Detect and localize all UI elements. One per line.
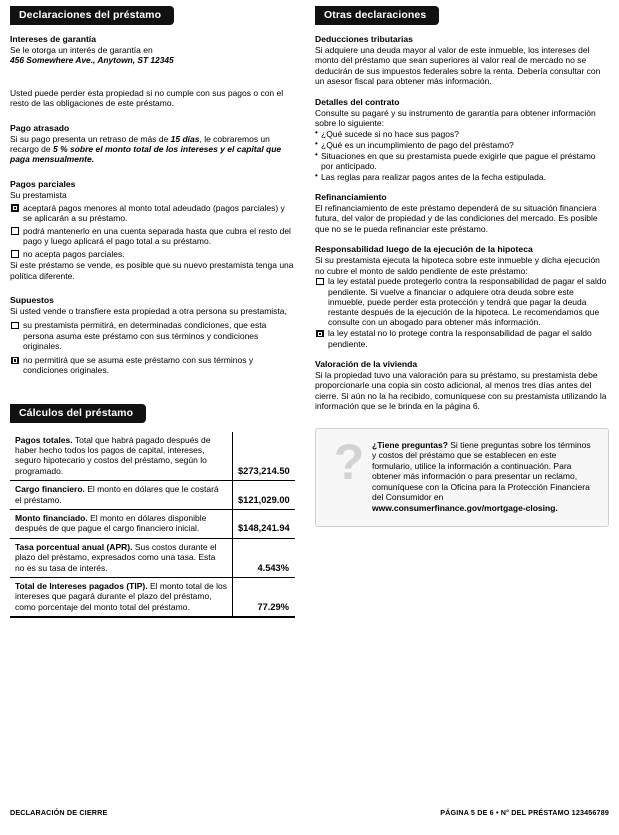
heading-pago-atrasado: Pago atrasado: [10, 122, 70, 133]
checkbox-row-assume-not-allowed[interactable]: [10, 355, 295, 375]
section-title-loan-calculations: Cálculos del préstamo: [10, 404, 146, 423]
question-mark-icon: ?: [333, 433, 365, 490]
table-row: [10, 432, 295, 481]
calc-description: Total que habrá pagado después de haber hecho todos los pagos de capital, intereses, seguro hipotecario y costos del préstamo, según lo programado.: [15, 435, 211, 476]
text-pagos-parciales-footnote: Si este préstamo se vende, es posible que su nuevo prestamista tenga una política diferente.: [10, 260, 294, 281]
spacer: [315, 234, 609, 244]
checkbox-checked-icon[interactable]: [11, 357, 19, 365]
checkbox-unchecked-icon[interactable]: [316, 278, 324, 286]
section-title-other-disclosures: Otras declaraciones: [315, 6, 439, 25]
page-footer: [10, 808, 609, 817]
text-pago-atrasado-rate: 5 % sobre el monto total de los intereses y el capital que paga mensualmente.: [10, 144, 282, 165]
checkbox-label: aceptará pagos menores al monto total adeudado (pagos parciales) y se aplicarán a su préstamo.: [23, 202, 285, 223]
block-valoracion-vivienda: [315, 359, 609, 412]
block-pago-atrasado: [10, 123, 295, 165]
heading-refinanciamiento: Refinanciamiento: [315, 191, 387, 202]
text-pago-atrasado-pre: Si su pago presenta un retraso de más de: [10, 133, 171, 144]
checkbox-row-partial-reject[interactable]: [10, 249, 295, 259]
list-item: • Las reglas para realizar pagos antes de la fecha estipulada.: [315, 172, 609, 182]
table-cell-description: [10, 432, 233, 481]
section-header-loan-calculations: [10, 404, 295, 423]
questions-callout-text: [372, 440, 596, 514]
text-security-address: 456 Somewhere Ave., Anytown, ST 12345: [10, 55, 174, 66]
table-row: [10, 538, 295, 577]
table-cell-description: [10, 509, 233, 538]
heading-responsabilidad: Responsabilidad luego de la ejecución de la hipoteca: [315, 244, 533, 255]
footer-right-label: PÁGINA 5 DE 6 • N° DEL PRÉSTAMO 123456789: [440, 808, 609, 817]
checkbox-row-partial-hold[interactable]: [10, 226, 295, 246]
right-column: [305, 0, 619, 618]
table-row: [10, 480, 295, 509]
loan-calculations-table: [10, 432, 295, 618]
checkbox-row-assume-allowed[interactable]: [10, 320, 295, 351]
spacer: [10, 109, 295, 123]
heading-valoracion: Valoración de la vivienda: [315, 358, 418, 369]
checkbox-label: la ley estatal puede protegerlo contra la responsabilidad de pagar el saldo pendiente. Si vuelve a financiar o adquiere otra deuda sobre este inmueble, puede perder esta protección y tendrá que pagar la deuda restante después de la ejecución de la hipoteca. Le recomendamos que consulte con un abogado para obtener más información.: [328, 276, 607, 328]
heading-pagos-parciales: Pagos parciales: [10, 178, 76, 189]
checkbox-label: la ley estatal no lo protege contra la responsabilidad de pagar el saldo pendiente.: [328, 328, 592, 349]
spacer: [10, 281, 295, 295]
table-cell-description: [10, 577, 233, 617]
block-responsabilidad: [315, 244, 609, 349]
text-pago-atrasado-days: 15 días: [170, 133, 200, 144]
questions-callout-body: Si tiene preguntas sobre los términos y costos del préstamo que se establecen en este formulario, utilice la información a continuación. Para obtener más información o para presentar un reclamo, comuníquese con la Oficina para la Protección Financiera del Consumidor en: [372, 439, 591, 503]
text-responsabilidad-intro: Si su prestamista ejecuta la hipoteca sobre este inmueble y dicha ejecución no cubre el monto de saldo pendiente de este préstamo:: [315, 255, 600, 276]
text-pago-atrasado: [10, 134, 295, 165]
spacer: [10, 165, 295, 179]
calc-description: El monto total de los intereses que pagará durante el plazo del préstamo, como porcentaje del monto total del préstamo.: [15, 581, 227, 612]
calc-description: El monto en dólares que le costará el préstamo.: [15, 484, 219, 505]
heading-detalles: Detalles del contrato: [315, 96, 400, 107]
calc-description: Sus costos durante el plazo del préstamo, expresados como una tasa. Esta no es su tasa de interés.: [15, 542, 217, 573]
calc-label: Tasa porcentual anual (APR).: [15, 542, 133, 553]
checkbox-label: podrá mantenerlo en una cuenta separada hasta que cubra el resto del pago y luego aplicará el pago total a su préstamo.: [23, 225, 291, 246]
checkbox-row-state-law-protects[interactable]: [315, 276, 609, 327]
heading-interes-garantia: Intereses de garantía: [10, 34, 96, 44]
checkbox-label: no permitirá que se asuma este préstamo con sus términos y condiciones originales.: [23, 355, 254, 376]
footer-left-label: DECLARACIÓN DE CIERRE: [10, 808, 108, 817]
table-row: [10, 509, 295, 538]
calc-label: Monto financiado.: [15, 513, 88, 524]
calc-label: Total de Intereses pagados (TIP).: [15, 581, 148, 592]
checkbox-unchecked-icon[interactable]: [11, 227, 19, 235]
section-header-other-disclosures: [315, 6, 609, 25]
spacer: [315, 87, 609, 97]
loan-calculations-body: [10, 432, 295, 617]
block-interes-garantia: [10, 34, 295, 109]
checkbox-row-partial-accept[interactable]: [10, 203, 295, 223]
table-cell-value: $148,241.94: [233, 509, 296, 538]
detalles-bullet-list: [315, 129, 609, 182]
table-cell-value: $273,214.50: [233, 432, 296, 481]
calc-description: El monto en dólares disponible después de que pague el cargo financiero inicial.: [15, 513, 207, 534]
list-item: • ¿Qué sucede si no hace sus pagos?: [315, 129, 609, 139]
table-cell-value: 77.29%: [233, 577, 296, 617]
questions-callout-box: [315, 428, 609, 527]
block-supuestos: [10, 295, 295, 375]
table-cell-description: [10, 480, 233, 509]
cfpb-url-link[interactable]: www.consumerfinance.gov/mortgage-closing.: [372, 503, 558, 514]
text-deducciones: Si adquiere una deuda mayor al valor de este inmueble, los intereses del monto del préstamo que sean superiores al valor real de mercado no se deducirán de sus impuestos federales sobre la renta. Debería consultar con un asesor fiscal para obtener más información.: [315, 45, 601, 87]
text-refinanciamiento: El refinanciamiento de este préstamo dependerá de su situación financiera futura, del valor de propiedad y de las condiciones del mercado. Es posible que no se le pueda refinanciar este préstamo.: [315, 202, 598, 234]
checkbox-label: no acepta pagos parciales.: [23, 248, 125, 259]
text-detalles-intro: Consulte su pagaré y su instrumento de garantía para obtener información sobre lo siguiente:: [315, 107, 596, 129]
spacer: [315, 182, 609, 192]
spacer: [315, 349, 609, 359]
questions-callout-lead: ¿Tiene preguntas?: [372, 439, 448, 450]
block-deducciones-tributarias: [315, 34, 609, 87]
table-cell-description: [10, 538, 233, 577]
text-interes-garantia-line1: Se le otorga un interés de garantía en: [10, 45, 153, 55]
section-title-loan-disclosures: Declaraciones del préstamo: [10, 6, 174, 25]
section-header-loan-disclosures: [10, 6, 295, 25]
checkbox-label: su prestamista permitirá, en determinadas condiciones, que esta persona asuma este préstamo con sus términos y condiciones originales.: [23, 320, 267, 351]
checkbox-checked-icon[interactable]: [11, 204, 19, 212]
table-row: [10, 577, 295, 617]
text-pagos-parciales-sub: Su prestamista: [10, 189, 67, 200]
list-item: • ¿Qué es un incumplimiento de pago del préstamo?: [315, 140, 609, 150]
text-supuestos-intro: Si usted vende o transfiere esta propiedad a otra persona su prestamista,: [10, 306, 287, 317]
table-cell-value: 4.543%: [233, 538, 296, 577]
text-interes-garantia-note: Usted puede perder esta propiedad si no cumple con sus pagos o con el resto de las obligaciones de este préstamo.: [10, 87, 284, 109]
checkbox-unchecked-icon[interactable]: [11, 250, 19, 258]
block-pagos-parciales: [10, 179, 295, 281]
text-valoracion: Si la propiedad tuvo una valoración para su préstamo, su prestamista debe proporcionarle una copia sin costo adicional, al menos tres días antes del cierre. Si aún no la ha recibido, comuníquese con su prestamista utilizando la información que se le brinda en la página 6.: [315, 369, 607, 412]
left-column: [0, 0, 305, 618]
calc-label: Pagos totales.: [15, 435, 73, 445]
checkbox-row-state-law-not-protects[interactable]: [315, 328, 609, 348]
heading-deducciones: Deducciones tributarias: [315, 34, 413, 44]
checkbox-unchecked-icon[interactable]: [11, 322, 19, 330]
spacer: [10, 376, 295, 404]
table-cell-value: $121,029.00: [233, 480, 296, 509]
block-refinanciamiento: [315, 192, 609, 234]
calc-label: Cargo financiero.: [15, 484, 85, 495]
text-pago-atrasado-mid: , le cobraremos un recargo de: [10, 133, 270, 155]
heading-supuestos: Supuestos: [10, 295, 54, 306]
block-detalles-contrato: [315, 97, 609, 182]
checkbox-checked-icon[interactable]: [316, 330, 324, 338]
list-item: • Situaciones en que su prestamista puede exigirle que pague el préstamo por anticipado.: [315, 151, 609, 172]
spacer: [10, 66, 295, 88]
